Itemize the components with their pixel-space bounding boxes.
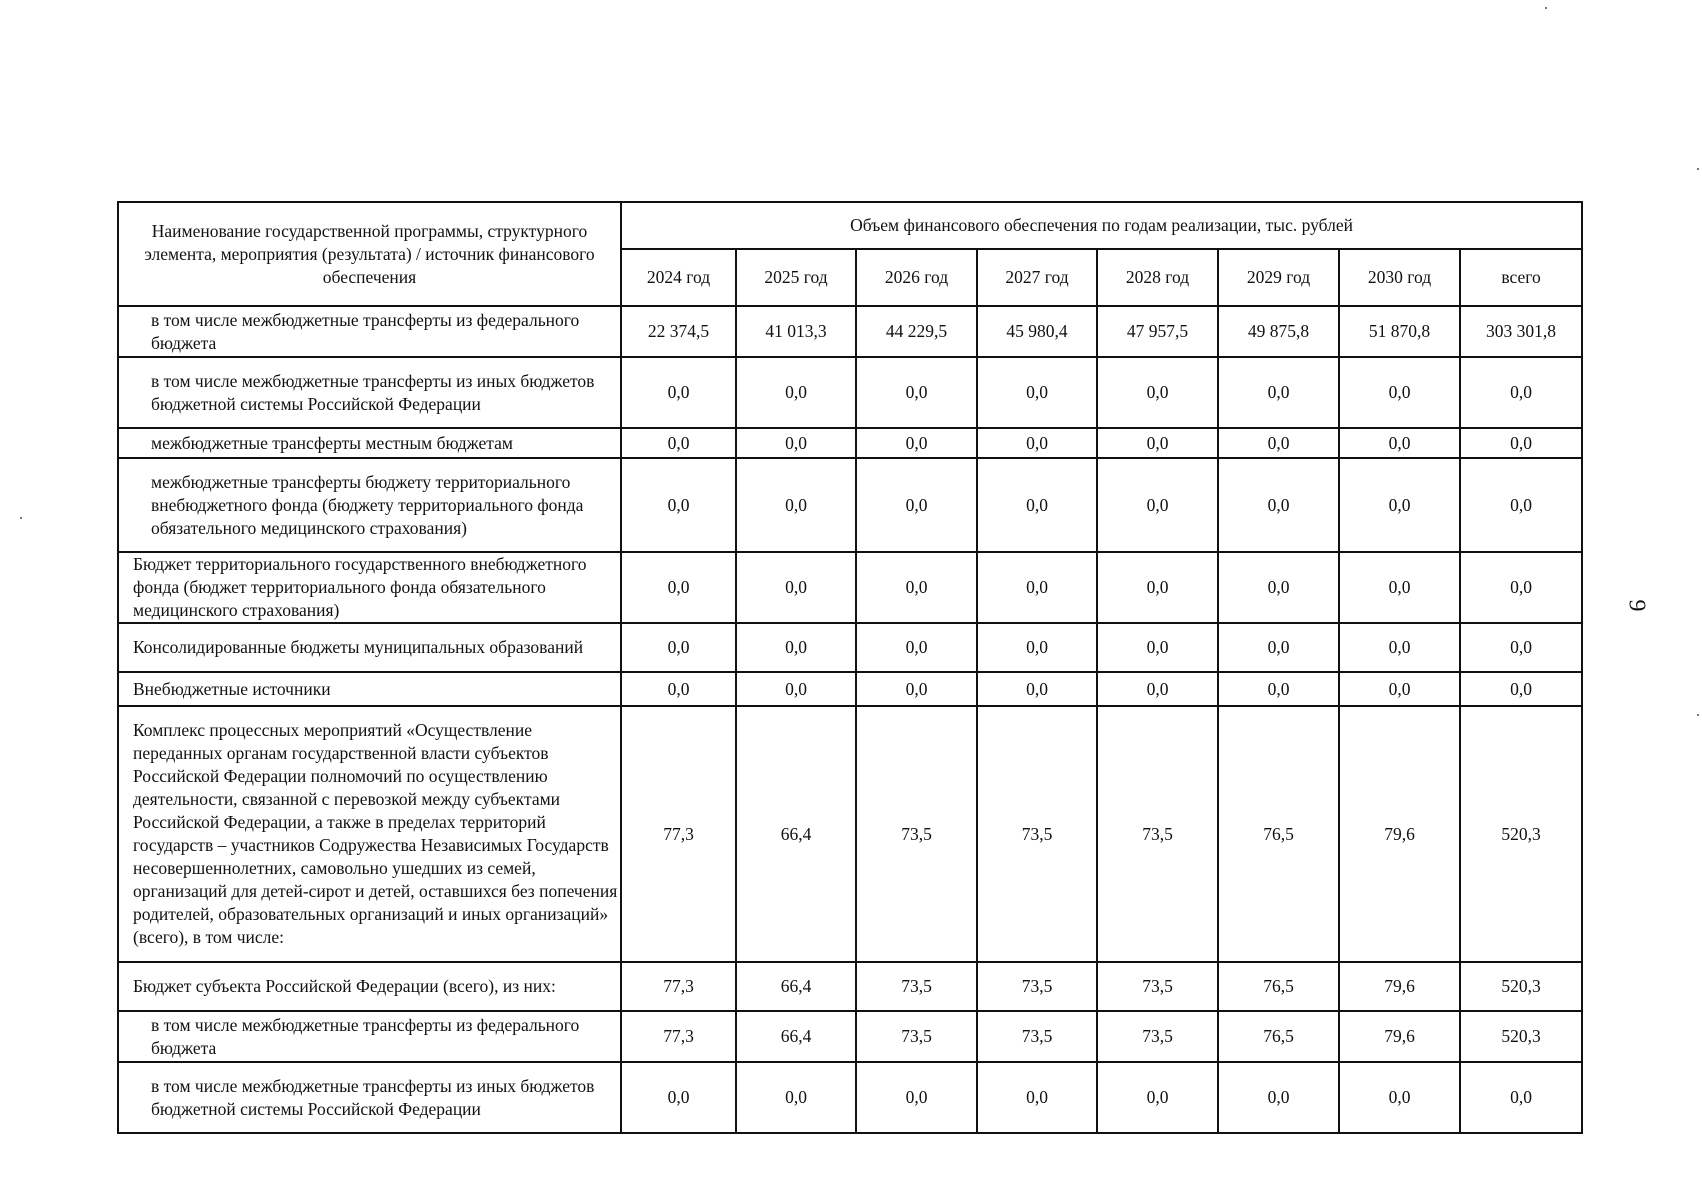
value-cell: 45 980,4	[977, 306, 1097, 357]
value-cell: 0,0	[1339, 1062, 1460, 1133]
value-cell: 73,5	[856, 1011, 977, 1062]
value-cell: 0,0	[977, 623, 1097, 672]
value-cell: 0,0	[856, 623, 977, 672]
header-year-cell: 2027 год	[977, 249, 1097, 306]
value-cell: 66,4	[736, 1011, 856, 1062]
table-row	[118, 1011, 1582, 1062]
value-cell: 0,0	[977, 357, 1097, 428]
value-cell: 0,0	[1218, 672, 1339, 706]
table-row	[118, 552, 1582, 623]
value-cell: 0,0	[621, 458, 736, 552]
value-cell: 0,0	[621, 357, 736, 428]
value-cell: 0,0	[856, 458, 977, 552]
value-cell: 0,0	[736, 623, 856, 672]
value-cell: 77,3	[621, 962, 736, 1011]
value-cell: 76,5	[1218, 962, 1339, 1011]
header-year-cell: 2025 год	[736, 249, 856, 306]
scan-dust	[1697, 168, 1699, 170]
row-name-cell: в том числе межбюджетные трансферты из иных бюджетов бюджетной системы Российской Федерации	[118, 357, 621, 428]
value-cell: 0,0	[1097, 623, 1218, 672]
value-cell: 41 013,3	[736, 306, 856, 357]
value-cell: 22 374,5	[621, 306, 736, 357]
scan-dust	[1697, 714, 1699, 716]
value-cell: 0,0	[1339, 428, 1460, 458]
value-cell: 0,0	[856, 428, 977, 458]
value-cell: 49 875,8	[1218, 306, 1339, 357]
value-cell: 0,0	[1218, 552, 1339, 623]
value-cell: 0,0	[977, 458, 1097, 552]
value-cell: 0,0	[1097, 357, 1218, 428]
value-cell: 76,5	[1218, 706, 1339, 962]
financing-table	[117, 201, 1583, 1134]
value-cell: 0,0	[1460, 458, 1582, 552]
table-row	[118, 428, 1582, 458]
value-cell: 0,0	[736, 672, 856, 706]
value-cell: 0,0	[1460, 623, 1582, 672]
table-row	[118, 1062, 1582, 1133]
value-cell: 73,5	[977, 962, 1097, 1011]
header-year-cell: 2028 год	[1097, 249, 1218, 306]
scan-dust	[1545, 7, 1547, 9]
value-cell: 0,0	[1218, 357, 1339, 428]
header-volume-cell: Объем финансового обеспечения по годам реализации, тыс. рублей	[621, 202, 1582, 249]
value-cell: 0,0	[1097, 428, 1218, 458]
row-name-cell: Внебюджетные источники	[118, 672, 621, 706]
scan-dust	[20, 517, 22, 519]
value-cell: 0,0	[621, 1062, 736, 1133]
value-cell: 0,0	[736, 428, 856, 458]
value-cell: 0,0	[1339, 552, 1460, 623]
value-cell: 44 229,5	[856, 306, 977, 357]
value-cell: 51 870,8	[1339, 306, 1460, 357]
value-cell: 0,0	[1460, 552, 1582, 623]
header-year-cell: 2030 год	[1339, 249, 1460, 306]
value-cell: 79,6	[1339, 706, 1460, 962]
value-cell: 0,0	[621, 672, 736, 706]
value-cell: 0,0	[1339, 458, 1460, 552]
row-name-cell: Консолидированные бюджеты муниципальных образований	[118, 623, 621, 672]
page-number: 9	[1623, 599, 1650, 612]
value-cell: 73,5	[1097, 706, 1218, 962]
table-row	[118, 962, 1582, 1011]
table-row	[118, 672, 1582, 706]
value-cell: 0,0	[736, 1062, 856, 1133]
value-cell: 73,5	[1097, 962, 1218, 1011]
value-cell: 0,0	[1097, 458, 1218, 552]
value-cell: 0,0	[736, 458, 856, 552]
row-name-cell: Бюджет субъекта Российской Федерации (всего), из них:	[118, 962, 621, 1011]
value-cell: 73,5	[977, 706, 1097, 962]
value-cell: 73,5	[1097, 1011, 1218, 1062]
value-cell: 0,0	[856, 672, 977, 706]
value-cell: 79,6	[1339, 962, 1460, 1011]
value-cell: 0,0	[1097, 1062, 1218, 1133]
header-year-cell: 2029 год	[1218, 249, 1339, 306]
value-cell: 79,6	[1339, 1011, 1460, 1062]
value-cell: 77,3	[621, 706, 736, 962]
table-row	[118, 306, 1582, 357]
value-cell: 0,0	[621, 623, 736, 672]
value-cell: 0,0	[1339, 357, 1460, 428]
header-year-cell: 2026 год	[856, 249, 977, 306]
value-cell: 0,0	[1097, 552, 1218, 623]
value-cell: 0,0	[1460, 357, 1582, 428]
value-cell: 0,0	[856, 357, 977, 428]
row-name-cell: в том числе межбюджетные трансферты из федерального бюджета	[118, 1011, 621, 1062]
value-cell: 0,0	[1460, 428, 1582, 458]
table-row	[118, 458, 1582, 552]
value-cell: 77,3	[621, 1011, 736, 1062]
value-cell: 0,0	[1460, 672, 1582, 706]
value-cell: 0,0	[621, 552, 736, 623]
value-cell: 0,0	[856, 552, 977, 623]
value-cell: 0,0	[736, 357, 856, 428]
value-cell: 0,0	[977, 552, 1097, 623]
value-cell: 76,5	[1218, 1011, 1339, 1062]
value-cell: 0,0	[1218, 428, 1339, 458]
table-row	[118, 623, 1582, 672]
header-year-cell: всего	[1460, 249, 1582, 306]
value-cell: 520,3	[1460, 1011, 1582, 1062]
value-cell: 66,4	[736, 962, 856, 1011]
value-cell: 0,0	[977, 1062, 1097, 1133]
value-cell: 0,0	[1339, 623, 1460, 672]
value-cell: 0,0	[977, 428, 1097, 458]
row-name-cell: Комплекс процессных мероприятий «Осуществление переданных органам государственной власти субъектов Российской Федерации полномочий по осуществлению деятельности, связанной с перевозкой между субъектами Российской Федерации, а также в пределах территорий государств – участников Содружества Независимых Государств несовершеннолетних, самовольно ушедших из семей, организаций для детей-сирот и детей, оставшихся без попечения родителей, образовательных организаций и иных организаций» (всего), в том числе:	[118, 706, 621, 962]
value-cell: 303 301,8	[1460, 306, 1582, 357]
value-cell: 73,5	[856, 706, 977, 962]
value-cell: 0,0	[736, 552, 856, 623]
row-name-cell: межбюджетные трансферты бюджету территориального внебюджетного фонда (бюджету территориального фонда обязательного медицинского страхования)	[118, 458, 621, 552]
value-cell: 73,5	[856, 962, 977, 1011]
value-cell: 66,4	[736, 706, 856, 962]
value-cell: 520,3	[1460, 962, 1582, 1011]
value-cell: 0,0	[977, 672, 1097, 706]
value-cell: 0,0	[1218, 623, 1339, 672]
row-name-cell: межбюджетные трансферты местным бюджетам	[118, 428, 621, 458]
value-cell: 0,0	[1097, 672, 1218, 706]
row-name-cell: в том числе межбюджетные трансферты из федерального бюджета	[118, 306, 621, 357]
header-year-cell: 2024 год	[621, 249, 736, 306]
value-cell: 520,3	[1460, 706, 1582, 962]
value-cell: 0,0	[856, 1062, 977, 1133]
value-cell: 0,0	[1218, 1062, 1339, 1133]
value-cell: 0,0	[621, 428, 736, 458]
value-cell: 73,5	[977, 1011, 1097, 1062]
row-name-cell: в том числе межбюджетные трансферты из иных бюджетов бюджетной системы Российской Федерации	[118, 1062, 621, 1133]
value-cell: 0,0	[1460, 1062, 1582, 1133]
table-row	[118, 706, 1582, 962]
value-cell: 47 957,5	[1097, 306, 1218, 357]
row-name-cell: Бюджет территориального государственного внебюджетного фонда (бюджет территориального фонда обязательного медицинского страхования)	[118, 552, 621, 623]
table-row	[118, 357, 1582, 428]
header-name-cell: Наименование государственной программы, структурного элемента, мероприятия (результата) / источник финансового обеспечения	[118, 202, 621, 306]
value-cell: 0,0	[1339, 672, 1460, 706]
value-cell: 0,0	[1218, 458, 1339, 552]
